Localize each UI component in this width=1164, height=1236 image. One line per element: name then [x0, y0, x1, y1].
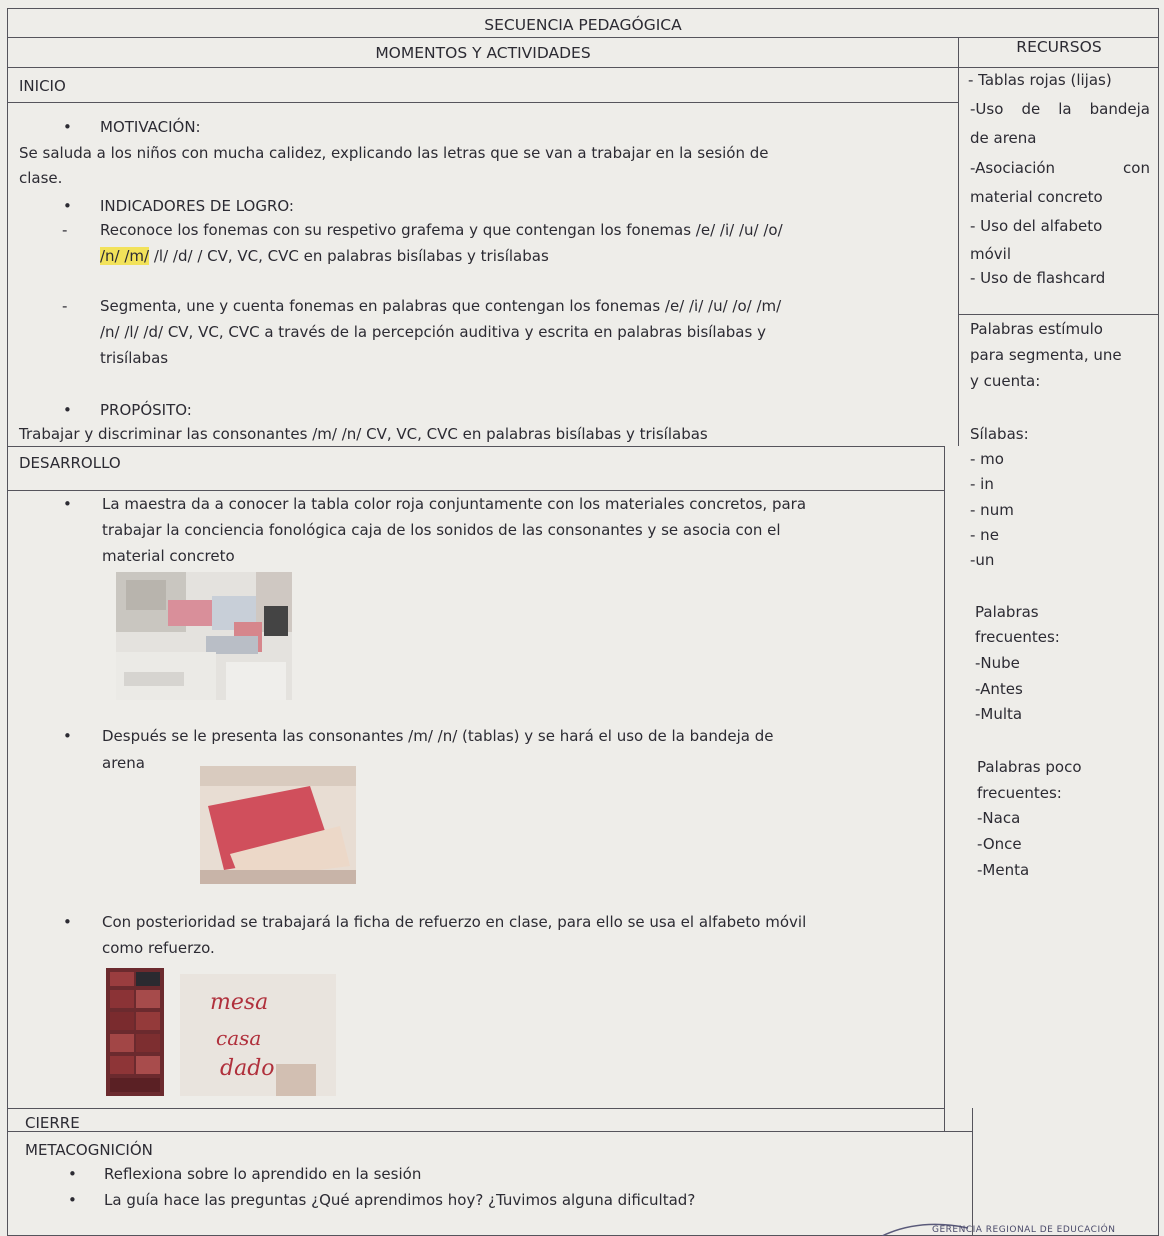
card-word-3: dado	[220, 1056, 275, 1081]
desarrollo-item-3-line2: como refuerzo.	[102, 939, 215, 957]
cierre-item-2: La guía hace las preguntas ¿Qué aprendimos hoy? ¿Tuvimos alguna dificultad?	[104, 1191, 696, 1209]
col-divider-lower	[972, 1108, 973, 1236]
recurso-line: -Asociación con	[970, 159, 1150, 177]
silabas-label: Sílabas:	[970, 425, 1029, 443]
dash: -	[62, 221, 68, 239]
silaba-item: - ne	[970, 526, 999, 544]
photo-movable-alphabet	[106, 968, 164, 1096]
recurso-line: de arena	[970, 129, 1037, 147]
cierre-item-1: Reflexiona sobre lo aprendido en la sesión	[104, 1165, 422, 1183]
bullet: •	[63, 118, 72, 136]
desarrollo-item-1-line2: trabajar la conciencia fonológica caja de los sonidos de las consonantes y se asocia con el	[102, 521, 781, 539]
page-title: SECUENCIA PEDAGÓGICA	[484, 16, 682, 34]
estimulo-heading: para segmenta, une	[970, 346, 1122, 364]
indicator-1-line2: /n/ /m/ /l/ /d/ / CV, VC, CVC en palabras bisílabas y trisílabas	[100, 247, 549, 265]
metacognicion-label: METACOGNICIÓN	[25, 1141, 153, 1159]
col-divider-upper	[958, 37, 959, 446]
silaba-item: - num	[970, 501, 1014, 519]
frecuente-item: -Antes	[975, 680, 1023, 698]
recurso-line: - Uso de flashcard	[970, 269, 1106, 287]
rule-header	[7, 67, 1159, 68]
bullet: •	[68, 1165, 77, 1183]
motivacion-text-cont: clase.	[19, 169, 63, 187]
frecuentes-label: frecuentes:	[975, 628, 1060, 646]
recurso-line: material concreto	[970, 188, 1103, 206]
poco-frecuente-item: -Menta	[977, 861, 1030, 879]
bullet: •	[63, 401, 72, 419]
bullet: •	[63, 913, 72, 931]
indicator-2-line3: trisílabas	[100, 349, 169, 367]
estimulo-heading: Palabras estímulo	[970, 320, 1103, 338]
photo-word-card	[180, 974, 336, 1096]
rule-desarrollo	[7, 490, 945, 491]
bullet: •	[63, 495, 72, 513]
indicadores-label: INDICADORES DE LOGRO:	[100, 197, 294, 215]
col-divider-middle	[944, 446, 945, 1131]
institution-stamp: GERENCIA REGIONAL DE EDUCACIÓN	[932, 1225, 1116, 1235]
motivacion-label: MOTIVACIÓN:	[100, 118, 201, 136]
silaba-item: - in	[970, 475, 994, 493]
indicator-1-line1: Reconoce los fonemas con su respetivo grafema y que contengan los fonemas /e/ /i/ /u/ /o/	[100, 221, 783, 239]
desarrollo-item-3-line1: Con posterioridad se trabajará la ficha de refuerzo en clase, para ello se usa el alfabeto móvil	[102, 913, 807, 931]
recurso-line: - Tablas rojas (lijas)	[968, 71, 1112, 89]
poco-frecuentes-label: frecuentes:	[977, 784, 1062, 802]
estimulo-heading: y cuenta:	[970, 372, 1041, 390]
recurso-line: - Uso del alfabeto	[970, 217, 1103, 235]
rule-desarrollo-end	[7, 1108, 945, 1109]
column-header-resources: RECURSOS	[1016, 38, 1102, 56]
rule-recursos	[959, 314, 1159, 315]
photo-sand-tray	[200, 766, 356, 884]
rule-inicio	[7, 102, 959, 103]
bullet: •	[63, 197, 72, 215]
section-cierre-label: CIERRE	[25, 1114, 80, 1132]
desarrollo-item-2-line1: Después se le presenta las consonantes /m/ /n/ (tablas) y se hará el uso de la bandeja de	[102, 727, 774, 745]
poco-frecuente-item: -Naca	[977, 809, 1021, 827]
indicator-2-line2: /n/ /l/ /d/ CV, VC, CVC a través de la percepción auditiva y escrita en palabras bisílabas y	[100, 323, 766, 341]
bullet: •	[63, 727, 72, 745]
proposito-text: Trabajar y discriminar las consonantes /m/ /n/ CV, VC, CVC en palabras bisílabas y trisílabas	[19, 425, 708, 443]
recurso-line: -Uso de la bandeja	[970, 100, 1150, 118]
poco-frecuente-item: -Once	[977, 835, 1022, 853]
desarrollo-item-2-line2: arena	[102, 754, 145, 772]
section-desarrollo-label: DESARROLLO	[19, 454, 121, 472]
silaba-item: -un	[970, 551, 995, 569]
column-header-activities: MOMENTOS Y ACTIVIDADES	[375, 44, 591, 62]
rule-cierre	[7, 1131, 973, 1132]
recurso-line: móvil	[970, 245, 1012, 263]
dash: -	[62, 297, 68, 315]
rule-inicio-end	[7, 446, 945, 447]
motivacion-text: Se saluda a los niños con mucha calidez, explicando las letras que se van a trabajar en la sesión de	[19, 144, 769, 162]
frecuente-item: -Nube	[975, 654, 1020, 672]
poco-frecuentes-label: Palabras poco	[977, 758, 1082, 776]
indicator-2-line1: Segmenta, une y cuenta fonemas en palabras que contengan los fonemas /e/ /i/ /u/ /o/ /m/	[100, 297, 782, 315]
section-inicio-label: INICIO	[19, 77, 66, 95]
card-word-1: mesa	[210, 990, 269, 1015]
photo-red-tables	[116, 572, 292, 700]
desarrollo-item-1-line1: La maestra da a conocer la tabla color roja conjuntamente con los materiales concretos, para	[102, 495, 807, 513]
proposito-label: PROPÓSITO:	[100, 401, 192, 419]
bullet: •	[68, 1191, 77, 1209]
card-word-2: casa	[216, 1026, 262, 1050]
desarrollo-item-1-line3: material concreto	[102, 547, 235, 565]
highlighted-phonemes: /n/ /m/	[100, 247, 150, 265]
frecuentes-label: Palabras	[975, 603, 1039, 621]
silaba-item: - mo	[970, 450, 1004, 468]
frecuente-item: -Multa	[975, 705, 1023, 723]
